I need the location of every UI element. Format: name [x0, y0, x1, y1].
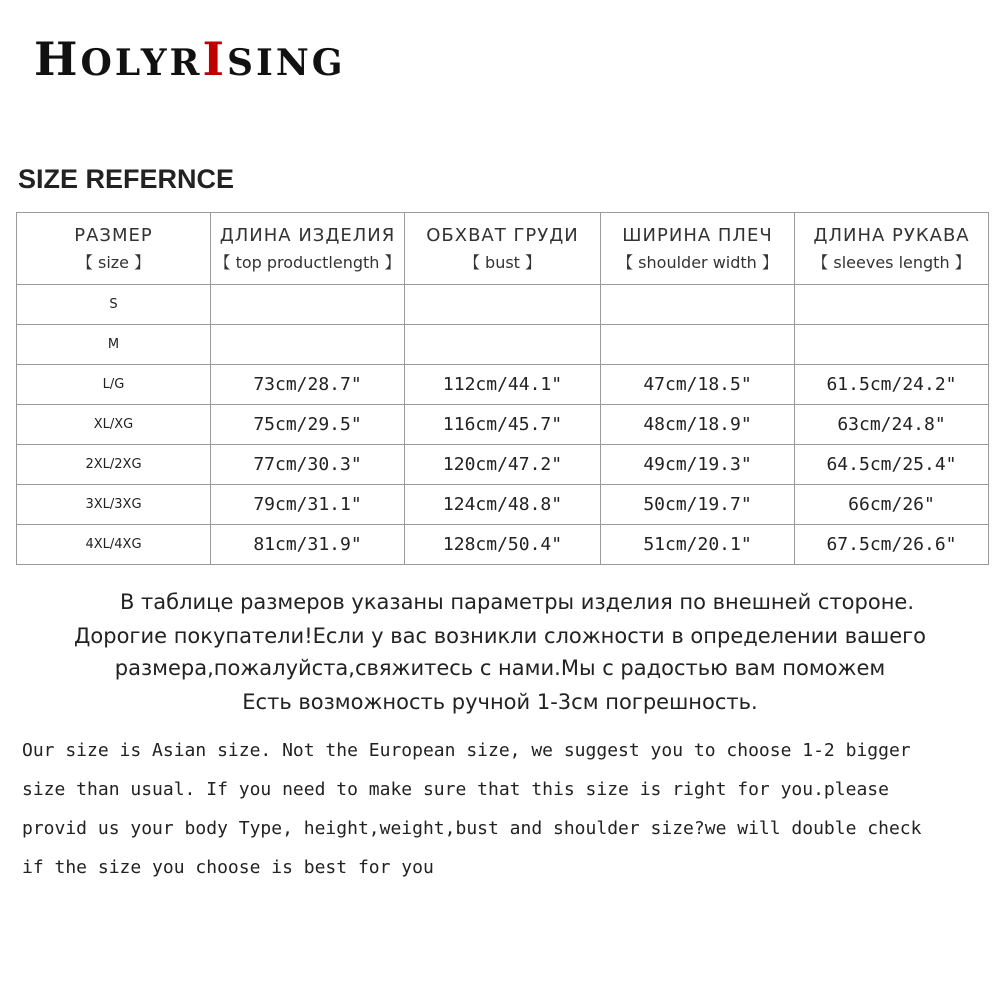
russian-note-line: Дорогие покупатели!Если у вас возникли сложности в определении вашего: [73, 624, 926, 648]
table-row: [17, 445, 989, 485]
sleeve-cell: [795, 325, 989, 365]
sleeve-cell: 64.5cm/25.4": [795, 445, 989, 485]
length-cell: 77cm/30.3": [211, 445, 405, 485]
table-row: [17, 405, 989, 445]
table-row: [17, 325, 989, 365]
sleeve-cell: 61.5cm/24.2": [795, 365, 989, 405]
sleeve-cell: 66cm/26": [795, 485, 989, 525]
shoulder-cell: 47cm/18.5": [601, 365, 795, 405]
table-row: [17, 485, 989, 525]
shoulder-cell: 51cm/20.1": [601, 525, 795, 565]
length-cell: [211, 325, 405, 365]
size-cell: S: [17, 285, 211, 325]
shoulder-cell: 49cm/19.3": [601, 445, 795, 485]
shoulder-cell: [601, 285, 795, 325]
russian-note-line: размера,пожалуйста,свяжитесь с нами.Мы с радостью вам поможем: [114, 656, 886, 680]
length-cell: 73cm/28.7": [211, 365, 405, 405]
shoulder-cell: 48cm/18.9": [601, 405, 795, 445]
size-chart-table: [16, 212, 989, 565]
english-note-line: provid us your body Type, height,weight,bust and shoulder size?we will double check: [22, 818, 922, 839]
length-cell: 79cm/31.1": [211, 485, 405, 525]
shoulder-cell: [601, 325, 795, 365]
brand-logo: HOLYRISING: [34, 32, 346, 86]
english-note-line: Our size is Asian size. Not the European size, we suggest you to choose 1-2 bigger: [22, 740, 911, 761]
sleeve-cell: 63cm/24.8": [795, 405, 989, 445]
bust-cell: 120cm/47.2": [405, 445, 601, 485]
length-cell: 75cm/29.5": [211, 405, 405, 445]
table-row: [17, 525, 989, 565]
table-header-row: [17, 213, 989, 285]
section-title: SIZE REFERNCE: [18, 164, 235, 194]
bust-cell: 128cm/50.4": [405, 525, 601, 565]
header-size: РАЗМЕР 【 size 】: [17, 213, 211, 285]
size-cell: 4XL/4XG: [17, 525, 211, 565]
english-note-line: if the size you choose is best for you: [22, 857, 434, 878]
table-row: [17, 285, 989, 325]
header-sleeve: ДЛИНА РУКАВА 【 sleeves length 】: [795, 213, 989, 285]
bust-cell: 124cm/48.8": [405, 485, 601, 525]
sleeve-cell: 67.5cm/26.6": [795, 525, 989, 565]
size-cell: M: [17, 325, 211, 365]
header-length: ДЛИНА ИЗДЕЛИЯ 【 top productlength 】: [211, 213, 405, 285]
size-cell: 3XL/3XG: [17, 485, 211, 525]
sleeve-cell: [795, 285, 989, 325]
logo-accent-letter: I: [202, 32, 227, 86]
header-shoulder: ШИРИНА ПЛЕЧ 【 shoulder width 】: [601, 213, 795, 285]
header-bust: ОБХВАТ ГРУДИ 【 bust 】: [405, 213, 601, 285]
length-cell: 81cm/31.9": [211, 525, 405, 565]
bust-cell: 112cm/44.1": [405, 365, 601, 405]
length-cell: [211, 285, 405, 325]
russian-note-line: Есть возможность ручной 1-3см погрешность.: [242, 690, 758, 714]
size-cell: 2XL/2XG: [17, 445, 211, 485]
bust-cell: [405, 285, 601, 325]
size-cell: L/G: [17, 365, 211, 405]
bust-cell: 116cm/45.7": [405, 405, 601, 445]
bust-cell: [405, 325, 601, 365]
shoulder-cell: 50cm/19.7": [601, 485, 795, 525]
english-note-line: size than usual. If you need to make sure that this size is right for you.please: [22, 779, 889, 800]
russian-note-line: В таблице размеров указаны параметры изделия по внешней стороне.: [119, 590, 915, 614]
table-row: [17, 365, 989, 405]
size-cell: XL/XG: [17, 405, 211, 445]
